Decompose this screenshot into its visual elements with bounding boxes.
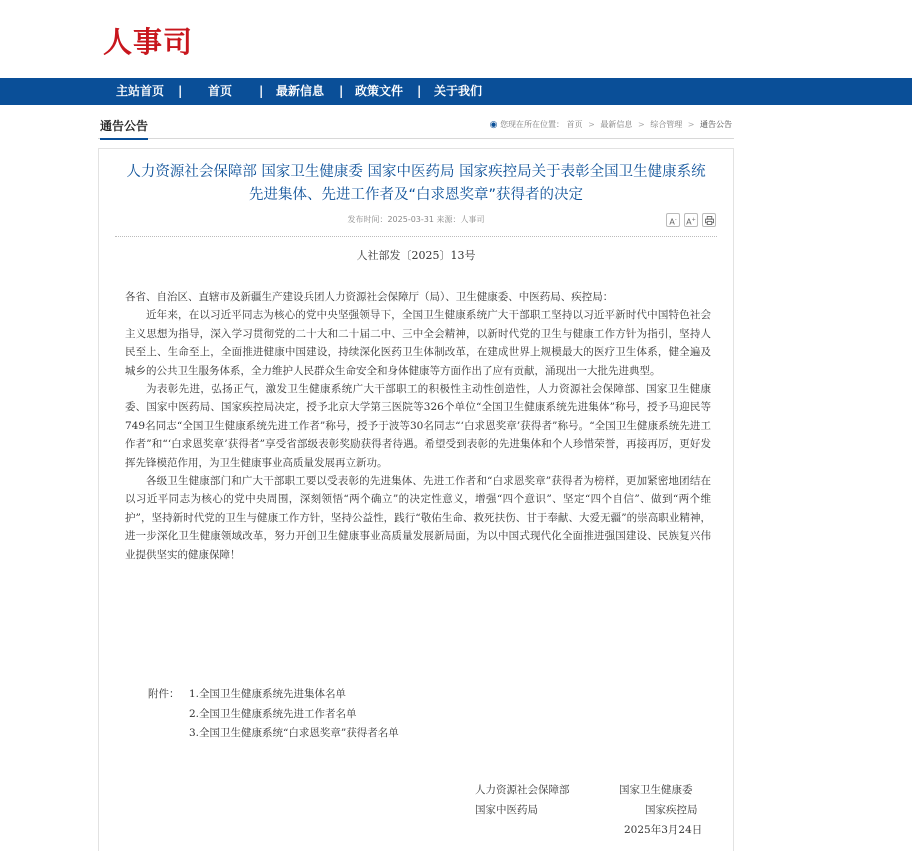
breadcrumb-arrow: > [588, 120, 595, 129]
document-number: 人社部发〔2025〕13号 [356, 249, 476, 262]
body-paragraph: 近年来，在以习近平同志为核心的党中央坚强领导下，全国卫生健康系统广大干部职工坚持以习近平新时代中国特色社会主义思想为指导，深入学习贯彻党的二十大和二十届二中、三中全会精神，以新时代党的卫生与健康工作方针为指引，坚持人民至上、生命至上，全面推进健康中国建设，持续深化医药卫生体制改革，在建成世界上规模最大的医疗卫生体系，健全遍及城乡的公共卫生服务体系，全力维护人民群众生命安全和身体健康等方面作出了应有贡献，涌现出一大批先进典型。 [125, 309, 711, 377]
article-title [99, 161, 733, 207]
signatory-org: 国家中医药局 [475, 804, 538, 816]
attachments-label: 附件： [148, 688, 180, 700]
body-paragraph: 为表彰先进，弘扬正气，激发卫生健康系统广大干部职工的积极性主动性创造性，人力资源社会保障部、国家卫生健康委、国家中医药局、国家疾控局决定，授予北京大学第三医院等326个单位“全国卫生健康系统先进集体”称号，授予马迎民等749名同志“全国卫生健康系统先进工作者”称号，授予于波等30名同志“‘白求恩奖章’获得者”称号。“全国卫生健康系统先进工作者”和“‘白求恩奖章’获得者”享受省部级表彰奖励获得者待遇。希望受到表彰的先进集体和个人珍惜荣誉，再接再厉，更好发挥先锋模范作用，为卫生健康事业高质量发展再立新功。 [125, 383, 711, 469]
article-tools [666, 213, 716, 227]
attachments [148, 685, 399, 744]
article-body [125, 288, 711, 564]
signatory-org: 国家卫生健康委 [619, 784, 693, 796]
print-icon[interactable] [702, 213, 716, 227]
nav-separator: | [417, 84, 422, 98]
salutation: 各省、自治区、直辖市及新疆生产建设兵团人力资源社会保障厅（局）、卫生健康委、中医药局、疾控局： [125, 291, 614, 303]
breadcrumb-item[interactable]: 最新信息 [600, 120, 633, 129]
signatory-org: 国家疾控局 [645, 804, 698, 816]
article-meta: 发布时间：2025-03-31 来源：人事司 [347, 215, 485, 224]
main-nav [0, 78, 912, 105]
nav-separator: | [339, 84, 344, 98]
signatory-org: 人力资源社会保障部 [475, 784, 570, 796]
nav-separator: | [178, 84, 183, 98]
breadcrumb-item[interactable]: 综合管理 [650, 120, 683, 129]
attachment-item[interactable]: 3.全国卫生健康系统“白求恩奖章”获得者名单 [189, 727, 399, 739]
nav-item-latest[interactable]: 最新信息 [276, 84, 325, 98]
font-decrease-icon[interactable]: A- [666, 213, 680, 227]
breadcrumb-arrow: > [687, 120, 695, 129]
article-title-line: 人力资源社会保障部 国家卫生健康委 国家中医药局 国家疾控局关于表彰全国卫生健康系统 [126, 164, 706, 180]
breadcrumb-current: 通告公告 [700, 120, 732, 129]
breadcrumb-arrow: > [637, 120, 645, 129]
nav-item-home[interactable]: 首页 [208, 84, 233, 98]
nav-item-main-home[interactable]: 主站首页 [116, 84, 165, 98]
divider [115, 236, 717, 237]
nav-item-policy[interactable]: 政策文件 [355, 84, 404, 98]
breadcrumb-prefix: 您现在所在位置： [500, 120, 565, 129]
site-logo[interactable]: 人事司 [103, 25, 194, 59]
breadcrumb [490, 119, 732, 130]
article-card [98, 148, 734, 851]
breadcrumb-item[interactable]: 首页 [566, 120, 583, 129]
nav-item-about[interactable]: 关于我们 [434, 84, 483, 98]
attachment-item[interactable]: 2.全国卫生健康系统先进工作者名单 [189, 707, 357, 720]
section-header [98, 117, 734, 139]
attachment-item[interactable]: 1.全国卫生健康系统先进集体名单 [189, 688, 347, 700]
signature-date: 2025年3月24日 [624, 824, 703, 836]
nav-separator: | [259, 84, 264, 98]
location-pin-icon: ◉ [489, 120, 498, 130]
body-paragraph: 各级卫生健康部门和广大干部职工要以受表彰的先进集体、先进工作者和“白求恩奖章”获得者为榜样，更加紧密地团结在以习近平同志为核心的党中央周围，深刻领悟“两个确立”的决定性意义，增强“四个意识”、坚定“四个自信”、做到“两个维护”，坚持新时代党的卫生与健康工作方针，坚持公益性，践行“敬佑生命、救死扶伤、甘于奉献、大爱无疆”的崇高职业精神，进一步深化卫生健康领域改革，努力开创卫生健康事业高质量发展新局面，为以中国式现代化全面推进强国建设、民族复兴伟业提供坚实的健康保障！ [125, 475, 711, 561]
article-title-line: 先进集体、先进工作者及“白求恩奖章”获得者的决定 [248, 187, 584, 203]
section-title: 通告公告 [100, 117, 148, 140]
font-increase-icon[interactable]: A+ [684, 213, 698, 227]
